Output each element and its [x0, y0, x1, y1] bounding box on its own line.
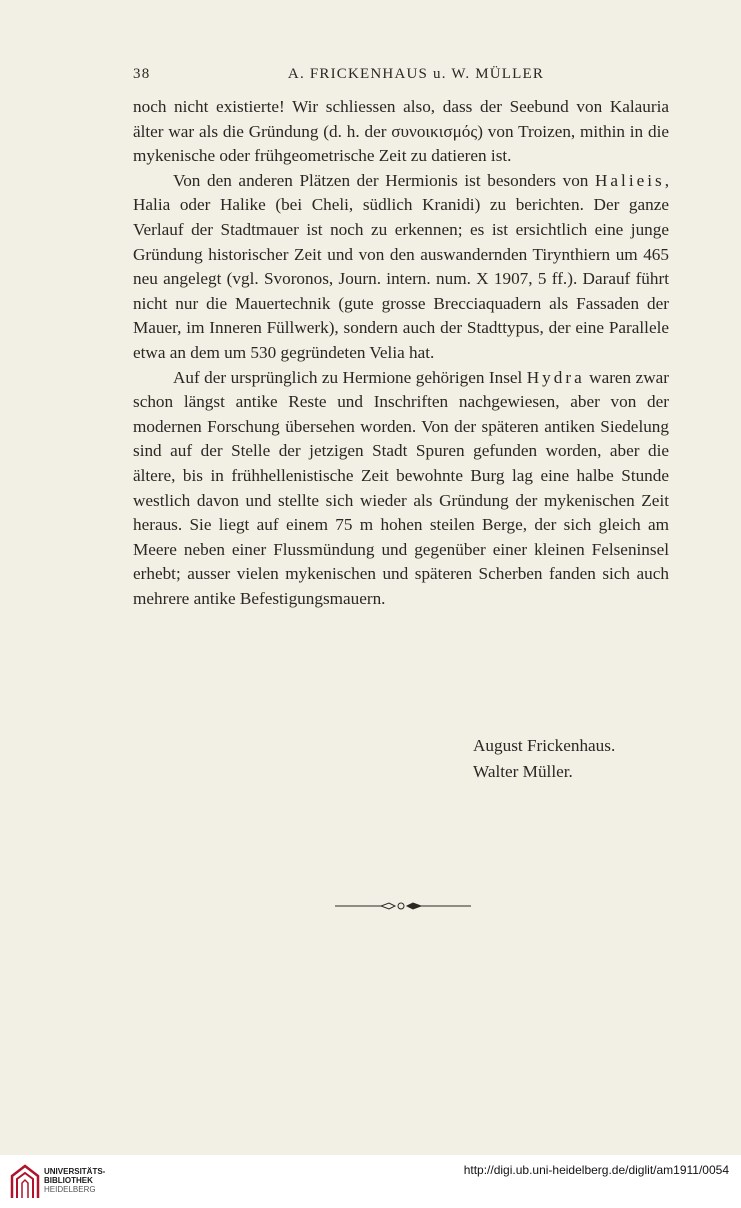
page-number: 38: [133, 66, 151, 82]
paragraph-3: [133, 366, 669, 612]
end-ornament: [335, 900, 471, 912]
paragraph-2: [133, 169, 669, 366]
paragraph-1-text: noch nicht existierte! Wir schliessen also, dass der Seebund von Kalauria älter war als die Gründung (d. h. der συνοικισμός) von Troizen, mithin in die mykenische oder frühgeometrische Zeit zu datieren ist.: [133, 97, 669, 166]
library-logo-icon[interactable]: [8, 1162, 42, 1202]
source-url-link[interactable]: http://digi.ub.uni-heidelberg.de/diglit/am1911/0054: [463, 1163, 729, 1177]
signature-mueller: Walter Müller.: [473, 762, 573, 781]
paragraph-2-text-a: Von den anderen Plätzen der Hermionis ist besonders von: [173, 170, 596, 190]
library-name-line3: HEIDELBERG: [44, 1185, 96, 1194]
paragraph-3-text-a: Auf der ursprünglich zu Hermione gehörigen Insel: [173, 367, 527, 387]
place-name-halieis: Halieis: [595, 170, 665, 190]
paragraph-1: [133, 95, 669, 169]
paragraph-3-text-b: waren zwar schon längst antike Reste und Inschriften nachgewiesen, aber von der modernen Forschung übersehen worden. Von der späteren antiken Siedelung sind auf der Stelle der jetzigen Stadt Spuren gefunden worden, aber die ältere, bis in frühhellenistische Zeit bewohnte Burg lag eine halbe Stunde westlich davon und stellte sich wieder als Gründung der mykenischen Zeit heraus. Sie liegt auf einem 75 m hohen steilen Berge, der sich gleich am Meere neben einer Flussmündung und gegenüber einer kleinen Felseninsel erhebt; ausser vielen mykenischen und späteren Scherben fanden sich auch mehrere antike Befestigungsmauern.: [133, 367, 669, 608]
library-name-line2: BIBLIOTHEK: [44, 1176, 93, 1185]
paragraph-2-text-b: , Halia oder Halike (bei Cheli, südlich Kranidi) zu berichten. Der ganze Verlauf der Stadtmauer ist noch zu erkennen; es ist ersichtlich eine junge Gründung historischer Zeit und von den auswandernden Tirynthiern um 465 neu angelegt (vgl. Svoronos, Journ. intern. num. X 1907, 5 ff.). Darauf führt nicht nur die Mauertechnik (gute grosse Brecciaquadern als Fassaden der Mauer, im Inneren Füllwerk), sondern auch der Stadttypus, der eine Parallele etwa an dem um 530 gegründeten Velia hat.: [133, 170, 669, 362]
library-name-line1: UNIVERSITÄTS-: [44, 1167, 106, 1176]
page-header: [133, 66, 669, 88]
library-name: [44, 1167, 105, 1194]
signatures: [473, 733, 615, 785]
place-name-hydra: Hydra: [526, 367, 585, 387]
body-text: [133, 95, 669, 611]
signature-frickenhaus: August Frickenhaus.: [473, 736, 616, 755]
running-head: A. FRICKENHAUS u. W. MÜLLER: [287, 66, 545, 82]
